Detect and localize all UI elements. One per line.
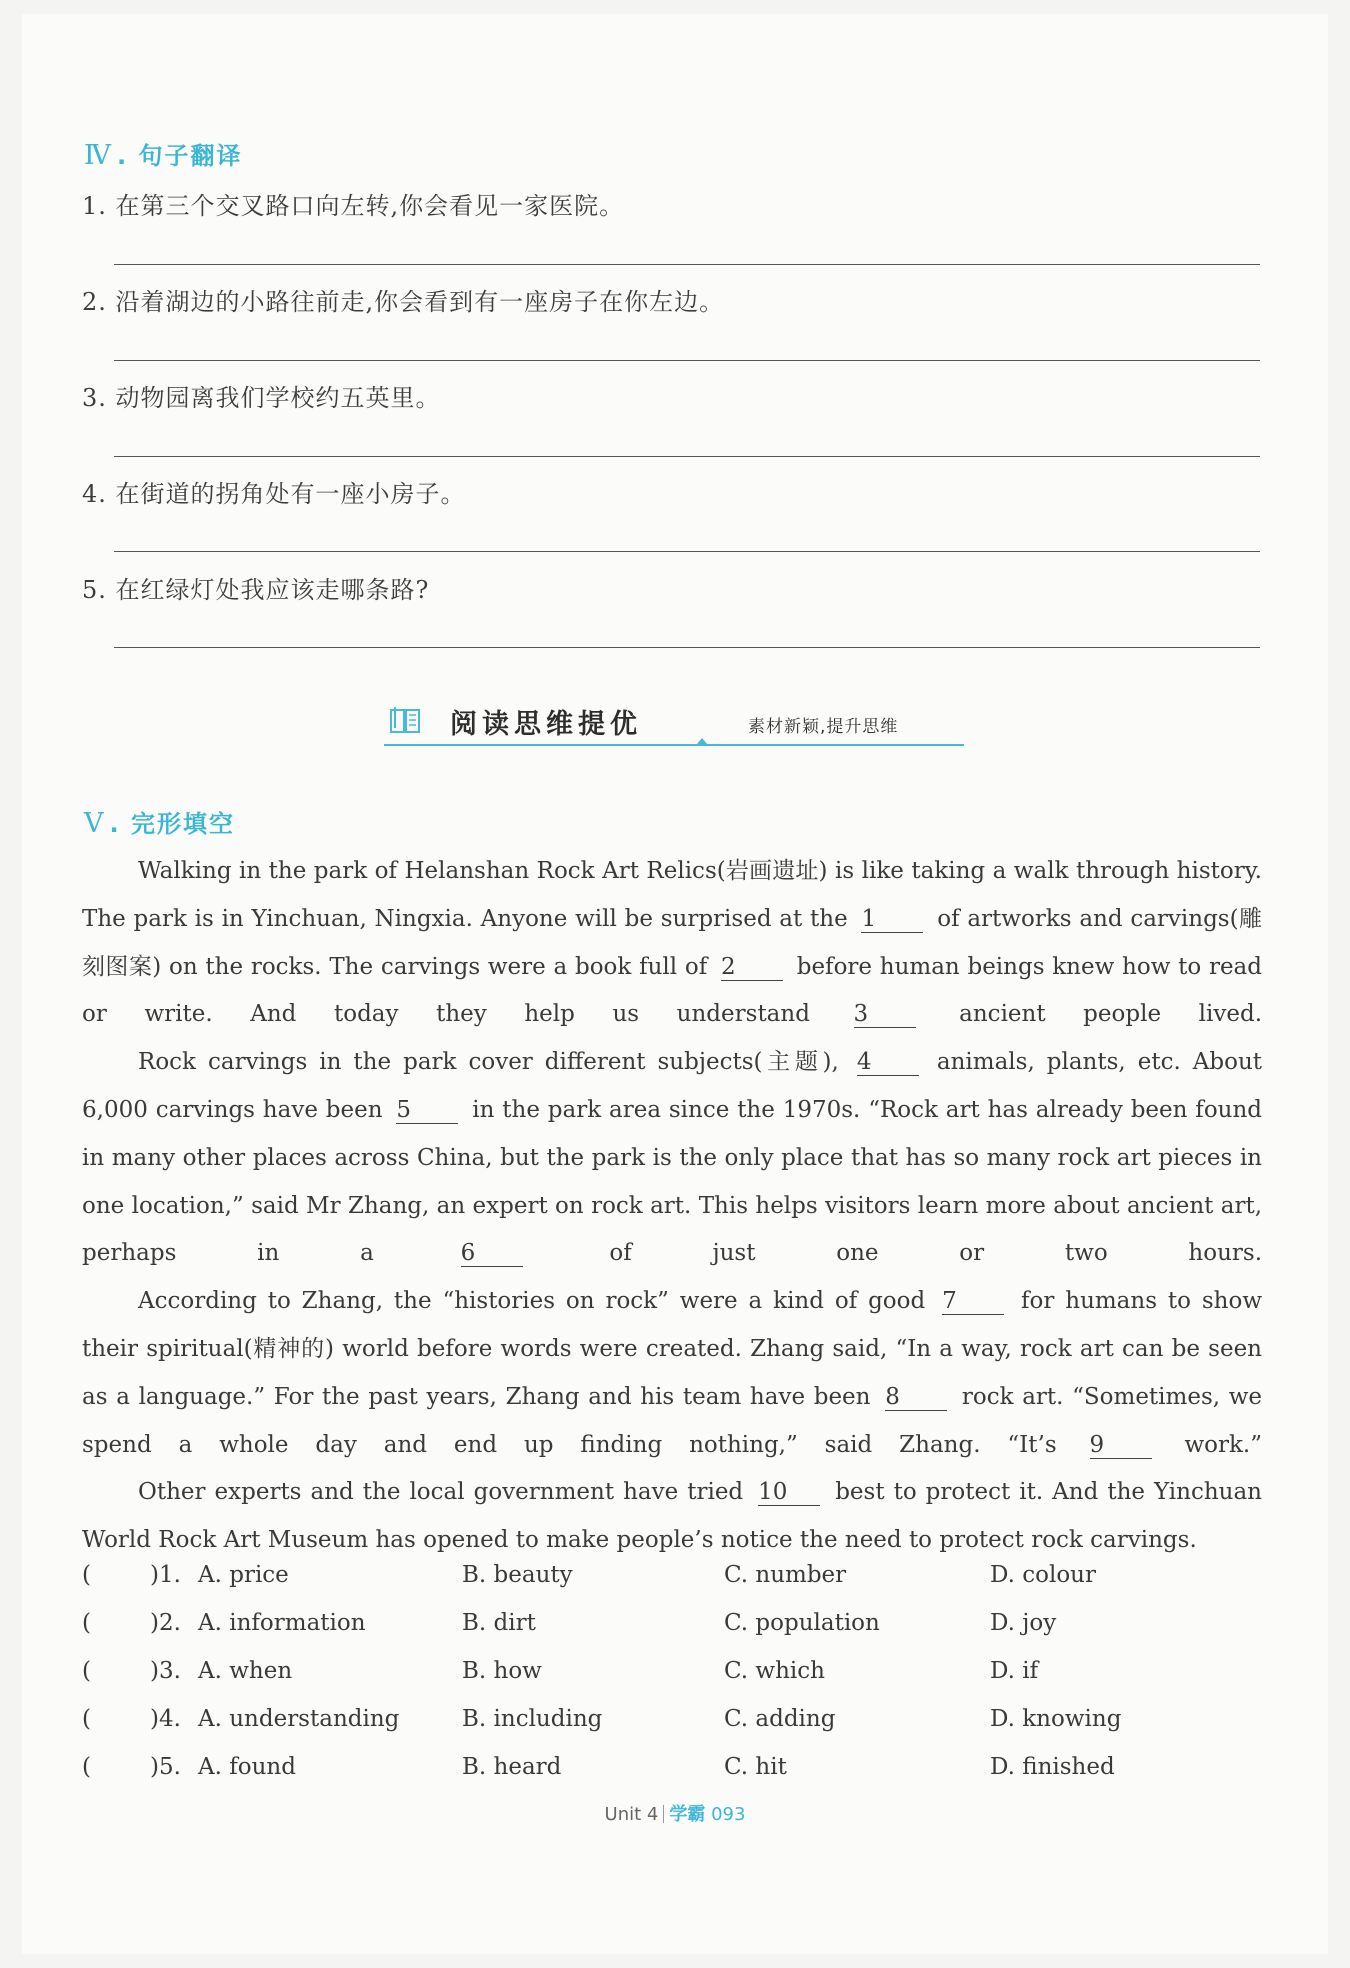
answer-bracket[interactable]: (: [82, 1610, 91, 1636]
passage-text: ancient people lived.: [959, 1001, 1263, 1028]
answer-bracket[interactable]: (: [82, 1706, 91, 1732]
passage-text: for humans to show their spiritual(精神的) world before words were created. Zhang said, “In a way, rock art can be seen as a language.” For the past years, Zhang and his team have been: [82, 1288, 1263, 1410]
option-a[interactable]: A. understanding: [198, 1706, 400, 1732]
answer-bracket[interactable]: (: [82, 1658, 91, 1684]
answer-line-5[interactable]: [114, 647, 1260, 648]
option-c[interactable]: C. which: [724, 1658, 825, 1684]
passage-text: of artworks and carvings(雕刻图案) on the rocks. The carvings were a book full of: [82, 905, 1263, 980]
footer-divider: [663, 1805, 664, 1823]
answer-bracket[interactable]: (: [82, 1562, 91, 1588]
section-5-title: [84, 804, 235, 839]
banner-underline: [384, 744, 964, 746]
blank-6[interactable]: 6: [461, 1240, 523, 1267]
option-row-2: [82, 1610, 1262, 1658]
passage-text: animals, plants, etc. About 6,000 carvings have been: [82, 1049, 1263, 1123]
option-c[interactable]: C. population: [724, 1610, 880, 1636]
translation-item-5: 5. 在红绿灯处我应该走哪条路?: [82, 576, 430, 604]
option-d[interactable]: D. knowing: [990, 1706, 1122, 1732]
footer-unit: Unit 4: [604, 1804, 659, 1825]
option-a[interactable]: A. information: [198, 1610, 366, 1636]
blank-4[interactable]: 4: [857, 1049, 919, 1076]
blank-2[interactable]: 2: [721, 954, 783, 981]
blank-5[interactable]: 5: [396, 1097, 458, 1124]
cloze-passage: [82, 848, 1262, 1565]
passage-text: According to Zhang, the “histories on rock” were a kind of good: [138, 1288, 926, 1315]
option-row-5: [82, 1754, 1262, 1802]
page-number: 093: [711, 1804, 746, 1825]
option-b[interactable]: B. beauty: [462, 1562, 573, 1588]
passage-paragraph-4: [82, 1469, 1262, 1565]
translation-item-4: 4. 在街道的拐角处有一座小房子。: [82, 480, 466, 508]
question-number: )3.: [150, 1658, 181, 1684]
option-a[interactable]: A. price: [198, 1562, 289, 1588]
translation-item-1: 1. 在第三个交叉路口向左转,你会看见一家医院。: [82, 192, 625, 220]
question-number: )2.: [150, 1610, 181, 1636]
section-5-heading: . 完形填空: [109, 810, 235, 838]
option-b[interactable]: B. heard: [462, 1754, 562, 1780]
section-4-roman: Ⅳ: [84, 140, 113, 171]
passage-text: work.”: [1184, 1431, 1262, 1458]
option-d[interactable]: D. finished: [990, 1754, 1115, 1780]
banner-title: 阅读思维提优: [450, 709, 642, 740]
answer-line-3[interactable]: [114, 456, 1260, 457]
passage-paragraph-2: [82, 1039, 1262, 1278]
option-b[interactable]: B. dirt: [462, 1610, 536, 1636]
blank-10[interactable]: 10: [758, 1479, 820, 1506]
section-4-title: [84, 136, 242, 171]
open-book-icon: [388, 704, 422, 736]
passage-text: before human beings knew how to read or write. And today they help us understand: [82, 953, 1262, 1028]
passage-paragraph-3: [82, 1278, 1262, 1469]
blank-9[interactable]: 9: [1090, 1432, 1152, 1459]
passage-text: rock art. “Sometimes, we spend a whole day and end up finding nothing,” said Zhang. “It’s: [82, 1383, 1263, 1458]
answer-options: [82, 1562, 1262, 1802]
passage-paragraph-1: [82, 848, 1262, 1039]
section-4-heading: . 句子翻译: [116, 142, 243, 170]
blank-7[interactable]: 7: [942, 1288, 1004, 1315]
answer-line-4[interactable]: [114, 551, 1260, 552]
answer-line-1[interactable]: [114, 264, 1260, 265]
answer-line-2[interactable]: [114, 360, 1260, 361]
section-5-roman: Ⅴ: [84, 808, 106, 839]
option-c[interactable]: C. adding: [724, 1706, 836, 1732]
reading-banner: [384, 698, 964, 746]
answer-bracket[interactable]: (: [82, 1754, 91, 1780]
banner-subtitle: 素材新颖,提升思维: [748, 717, 899, 737]
option-a[interactable]: A. found: [198, 1754, 296, 1780]
question-number: )1.: [150, 1562, 181, 1588]
question-number: )5.: [150, 1754, 181, 1780]
option-a[interactable]: A. when: [198, 1658, 293, 1684]
passage-text: best to protect it. And the Yinchuan World Rock Art Museum has opened to make people’s notice the need to protect rock carvings.: [82, 1479, 1262, 1554]
option-b[interactable]: B. how: [462, 1658, 542, 1684]
option-b[interactable]: B. including: [462, 1706, 603, 1732]
passage-text: in the park area since the 1970s. “Rock art has already been found in many other places across China, but the park is the only place that has so many rock art pieces in one location,” said Mr Zhang, an expert on rock art. This helps visitors learn more about ancient art, perhaps in a: [82, 1096, 1263, 1267]
option-d[interactable]: D. colour: [990, 1562, 1096, 1588]
blank-3[interactable]: 3: [854, 1001, 916, 1028]
option-c[interactable]: C. hit: [724, 1754, 787, 1780]
blank-8[interactable]: 8: [885, 1384, 947, 1411]
option-row-1: [82, 1562, 1262, 1610]
option-d[interactable]: D. joy: [990, 1610, 1057, 1636]
passage-text: Rock carvings in the park cover different subjects(主题),: [138, 1049, 839, 1076]
page-footer: [0, 1800, 1350, 1826]
translation-item-3: 3. 动物园离我们学校约五英里。: [82, 384, 441, 412]
option-c[interactable]: C. number: [724, 1562, 847, 1588]
option-d[interactable]: D. if: [990, 1658, 1039, 1684]
option-row-4: [82, 1706, 1262, 1754]
option-row-3: [82, 1658, 1262, 1706]
question-number: )4.: [150, 1706, 181, 1732]
passage-text: Other experts and the local government have tried: [138, 1479, 744, 1506]
passage-text: of just one or two hours.: [609, 1240, 1263, 1267]
blank-1[interactable]: 1: [861, 906, 923, 933]
translation-item-2: 2. 沿着湖边的小路往前走,你会看到有一座房子在你左边。: [82, 288, 725, 316]
passage-text: Walking in the park of Helanshan Rock Art Relics(岩画遗址) is like taking a walk through history. The park is in Yinchuan, Ningxia. Anyone will be surprised at the: [82, 858, 1262, 932]
footer-brand: 学霸: [669, 1804, 706, 1825]
